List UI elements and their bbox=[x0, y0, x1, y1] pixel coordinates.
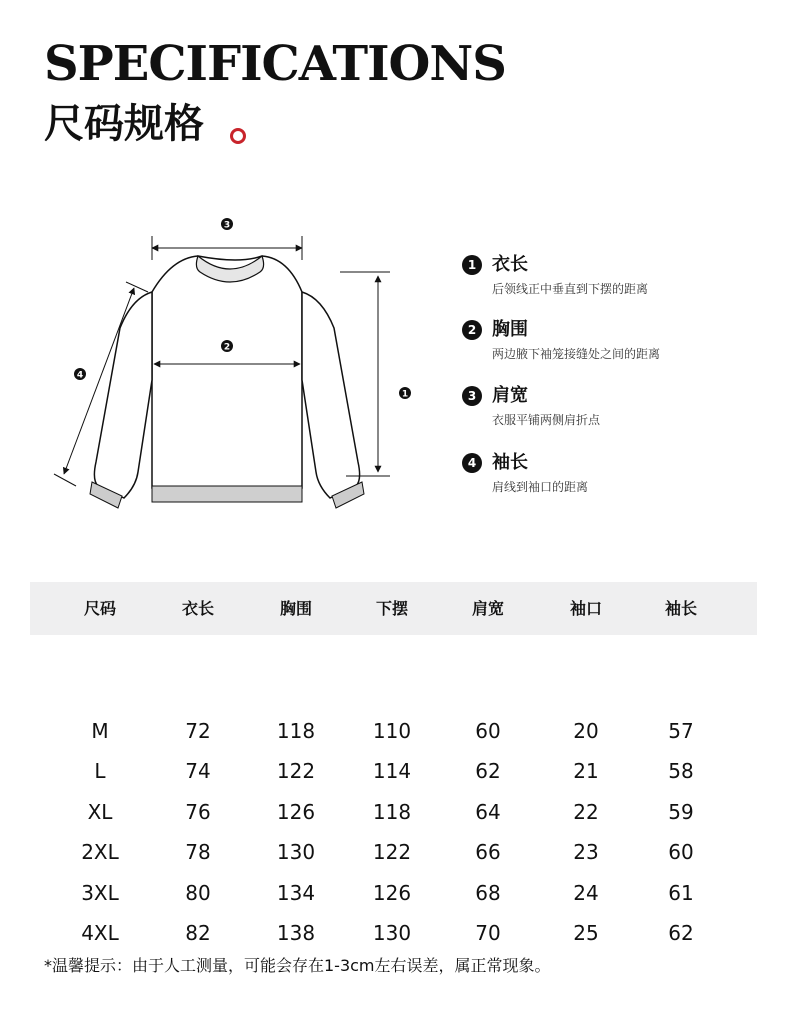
table-cell: 130 bbox=[276, 840, 316, 864]
table-cell: 23 bbox=[573, 840, 599, 864]
table-cell: 62 bbox=[475, 759, 501, 783]
table-cell: 61 bbox=[668, 881, 694, 905]
table-header-cuff: 袖口 bbox=[569, 599, 602, 618]
legend-description: 肩线到袖口的距离 bbox=[492, 480, 589, 494]
size-table bbox=[30, 582, 757, 945]
page-title-chinese: 尺码规格 bbox=[44, 101, 204, 147]
legend-item-sleeve bbox=[462, 450, 762, 500]
legend-description: 后领线正中垂直到下摆的距离 bbox=[492, 282, 649, 296]
page-title-english: SPECIFICATIONS bbox=[44, 36, 506, 92]
table-cell: L bbox=[94, 759, 106, 783]
table-cell: 62 bbox=[668, 921, 694, 945]
table-row bbox=[30, 873, 757, 913]
table-cell: 60 bbox=[475, 719, 501, 743]
table-row bbox=[30, 913, 757, 953]
legend-number: 1 bbox=[462, 255, 482, 275]
table-cell: 20 bbox=[573, 719, 599, 743]
table-cell: 122 bbox=[276, 759, 316, 783]
table-header-sleeve: 袖长 bbox=[664, 599, 697, 618]
measurement-note: *温馨提示：由于人工测量，可能会存在1-3cm左右误差，属正常现象。 bbox=[44, 956, 551, 975]
table-header-shoulder: 肩宽 bbox=[471, 599, 504, 618]
legend-description: 两边腋下袖笼接缝处之间的距离 bbox=[492, 347, 661, 361]
table-cell: 82 bbox=[185, 921, 211, 945]
table-cell: 25 bbox=[573, 921, 599, 945]
table-cell: 59 bbox=[668, 800, 694, 824]
table-cell: 118 bbox=[276, 719, 316, 743]
table-row bbox=[30, 711, 757, 751]
table-cell: 130 bbox=[372, 921, 412, 945]
marker-4: 4 bbox=[76, 370, 84, 381]
table-cell: 24 bbox=[573, 881, 599, 905]
table-cell: 22 bbox=[573, 800, 599, 824]
legend-item-length bbox=[462, 252, 762, 302]
table-cell: 114 bbox=[372, 759, 412, 783]
marker-1: 1 bbox=[401, 389, 409, 400]
legend-number: 4 bbox=[462, 453, 482, 473]
legend-number: 2 bbox=[462, 320, 482, 340]
table-cell: 70 bbox=[475, 921, 501, 945]
table-cell: 126 bbox=[276, 800, 316, 824]
legend-item-shoulder bbox=[462, 383, 762, 433]
legend-description: 衣服平铺两侧肩折点 bbox=[492, 413, 601, 427]
title-accent-dot bbox=[230, 128, 246, 144]
table-cell: 74 bbox=[185, 759, 211, 783]
sweatshirt-left-sleeve bbox=[94, 292, 152, 498]
table-cell: 76 bbox=[185, 800, 211, 824]
legend-title: 袖长 bbox=[492, 452, 528, 473]
sweatshirt-right-sleeve bbox=[302, 292, 360, 498]
table-cell: 2XL bbox=[81, 840, 119, 864]
table-cell: M bbox=[91, 719, 109, 743]
table-cell: 57 bbox=[668, 719, 694, 743]
legend-number: 3 bbox=[462, 386, 482, 406]
table-cell: 126 bbox=[372, 881, 412, 905]
table-cell: 110 bbox=[372, 719, 412, 743]
table-cell: 138 bbox=[276, 921, 316, 945]
table-cell: 58 bbox=[668, 759, 694, 783]
table-header-length: 衣长 bbox=[181, 599, 214, 618]
table-body bbox=[30, 635, 757, 945]
table-cell: 68 bbox=[475, 881, 501, 905]
sweatshirt-body bbox=[152, 256, 302, 488]
table-cell: 60 bbox=[668, 840, 694, 864]
marker-2: 2 bbox=[223, 342, 231, 353]
table-cell: 134 bbox=[276, 881, 316, 905]
table-cell: 21 bbox=[573, 759, 599, 783]
legend-title: 肩宽 bbox=[492, 385, 528, 406]
table-cell: 4XL bbox=[81, 921, 119, 945]
table-cell: 64 bbox=[475, 800, 501, 824]
table-row bbox=[30, 751, 757, 791]
table-header-chest: 胸围 bbox=[279, 599, 312, 618]
table-cell: 3XL bbox=[81, 881, 119, 905]
table-cell: 118 bbox=[372, 800, 412, 824]
legend-title: 衣长 bbox=[492, 254, 528, 275]
table-cell: 66 bbox=[475, 840, 501, 864]
table-header-hem: 下摆 bbox=[375, 599, 408, 618]
legend-item-chest bbox=[462, 317, 762, 367]
table-cell: 122 bbox=[372, 840, 412, 864]
sweatshirt-hem bbox=[152, 486, 302, 502]
table-row bbox=[30, 792, 757, 832]
table-header-size: 尺码 bbox=[83, 599, 116, 618]
table-cell: XL bbox=[87, 800, 113, 824]
table-cell: 80 bbox=[185, 881, 211, 905]
table-header-row bbox=[30, 582, 757, 635]
table-cell: 78 bbox=[185, 840, 211, 864]
table-row bbox=[30, 832, 757, 872]
table-cell: 72 bbox=[185, 719, 211, 743]
legend-title: 胸围 bbox=[492, 319, 528, 340]
sweatshirt-diagram bbox=[40, 210, 440, 530]
marker-3: 3 bbox=[223, 220, 231, 231]
